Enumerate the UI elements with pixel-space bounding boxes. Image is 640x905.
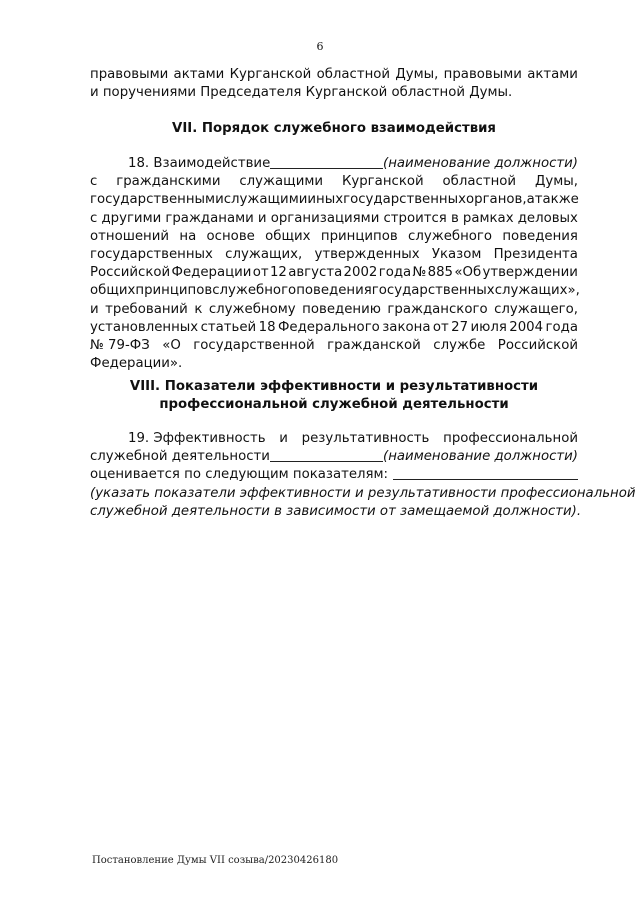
section-8-heading-line-2: профессиональной служебной деятельности bbox=[159, 397, 509, 412]
paragraph-18 bbox=[90, 155, 578, 373]
paragraph-18-line-4-word: и bbox=[257, 210, 267, 226]
paragraph-18-line-7-word: 885 bbox=[427, 265, 454, 281]
paragraph-18-line-7-word: утверждении bbox=[482, 265, 578, 281]
paragraph-18-line-10-word: Федерального bbox=[277, 319, 380, 335]
paragraph-19-line-1-word: 19. Эффективность bbox=[128, 431, 266, 446]
paragraph-18-line bbox=[90, 173, 578, 191]
paragraph-18-line-11-word: № 79-ФЗ bbox=[90, 338, 150, 354]
paragraph-18-line-5-word: служебного bbox=[408, 228, 493, 244]
paragraph-18-line-5-word: поведения bbox=[502, 228, 578, 244]
paragraph-18-line bbox=[90, 228, 578, 246]
paragraph-18-line-6-word: Президента bbox=[493, 247, 578, 263]
paragraph-18-line-4-word: другими bbox=[101, 210, 162, 226]
paragraph-18-line-8-word: принципов bbox=[135, 283, 213, 299]
paragraph-18-line-5-word: принципов bbox=[320, 228, 398, 244]
paragraph-18-line-4-word: строится bbox=[383, 210, 447, 226]
paragraph-18-first-line bbox=[90, 155, 578, 173]
paragraph-18-line-10-word: от bbox=[432, 319, 449, 335]
intro-line-1-word: областной bbox=[316, 67, 391, 82]
paragraph-18-line-7-word: 2002 bbox=[343, 265, 378, 281]
paragraph-18-line-4-word: с bbox=[90, 210, 98, 226]
paragraph-18-line-7-word: 12 bbox=[269, 265, 287, 281]
paragraph-18-line bbox=[90, 210, 578, 228]
paragraph-18-line-2-word: с bbox=[90, 174, 98, 190]
intro-paragraph bbox=[90, 66, 578, 102]
paragraph-18-line-9-word: требований bbox=[105, 301, 188, 317]
intro-line-1 bbox=[90, 66, 578, 84]
intro-line-2: и поручениями Председателя Курганской областной Думы. bbox=[90, 85, 513, 101]
paragraph-18-line-5-word: общих bbox=[265, 228, 311, 244]
page-number: 6 bbox=[316, 40, 324, 53]
paragraph-18-line-2-word: областной bbox=[442, 174, 517, 190]
intro-line-1-word: актами bbox=[527, 67, 578, 82]
paragraph-19-line-2 bbox=[90, 448, 578, 466]
paragraph-18-line-5-word: основе bbox=[206, 228, 255, 244]
paragraph-19 bbox=[90, 430, 636, 521]
paragraph-18-line-4-word: в bbox=[450, 210, 459, 226]
paragraph-19-note-line-1: (указать показатели эффективности и результативности профессиональной bbox=[90, 485, 636, 501]
paragraph-18-line-8-word: служащих», bbox=[494, 283, 580, 299]
paragraph-18-line-8-word: общих bbox=[90, 283, 136, 299]
paragraph-19-line-2-start: служебной деятельности bbox=[90, 449, 270, 465]
paragraph-19-line-3 bbox=[90, 466, 578, 484]
paragraph-18-body bbox=[90, 173, 578, 355]
paragraph-18-line-7-word: года bbox=[378, 265, 412, 281]
paragraph-18-line-6-word: государственных bbox=[90, 247, 213, 263]
intro-line-1-word: правовыми bbox=[90, 67, 169, 82]
paragraph-18-line-11-word: Российской bbox=[497, 338, 578, 354]
paragraph-18-line bbox=[90, 191, 578, 209]
paragraph-19-line-1-word: результативность bbox=[301, 431, 430, 446]
paragraph-18-line-4-word: рамках bbox=[462, 210, 514, 226]
intro-line-1-word: актами bbox=[173, 67, 225, 82]
section-8-heading-line-1: VIII. Показатели эффективности и результативности bbox=[129, 379, 539, 394]
paragraph-18-line-2-word: служащими bbox=[239, 174, 324, 190]
position-blank-field-2 bbox=[270, 448, 383, 462]
paragraph-18-line-3-word: государственными bbox=[90, 192, 224, 208]
paragraph-18-line-9-word: служащего, bbox=[494, 301, 578, 317]
paragraph-18-line bbox=[90, 282, 578, 300]
paragraph-18-line-5-word: на bbox=[179, 228, 197, 244]
section-7-heading: VII. Порядок служебного взаимодействия bbox=[172, 121, 496, 136]
paragraph-18-line-2-word: Думы, bbox=[534, 174, 578, 190]
paragraph-18-line bbox=[90, 319, 578, 337]
paragraph-18-line-7-word: от bbox=[252, 265, 269, 281]
paragraph-18-last-line: Федерации». bbox=[90, 356, 183, 372]
paragraph-18-line-6-word: утвержденных bbox=[314, 247, 420, 263]
paragraph-18-line-11-word: «О bbox=[162, 338, 181, 354]
section-8-heading bbox=[90, 378, 578, 414]
paragraph-18-line-7-word: августа bbox=[288, 265, 343, 281]
paragraph-18-line-3-word: органов, bbox=[466, 192, 527, 208]
position-placeholder-2: (наименование должности) bbox=[383, 449, 578, 465]
paragraph-18-line-11-word: государственной bbox=[193, 338, 315, 354]
paragraph-18-line-10-word: 27 bbox=[451, 319, 469, 335]
intro-line-1-word: Думы, bbox=[395, 67, 439, 82]
paragraph-18-line-6-word: служащих, bbox=[225, 247, 303, 263]
paragraph-18-line-3-word: служащими bbox=[223, 192, 308, 208]
paragraph-19-note-line-2: служебной деятельности в зависимости от замещаемой должности). bbox=[90, 503, 582, 519]
paragraph-18-line-11-word: службе bbox=[433, 338, 486, 354]
paragraph-18-line-6-word: Указом bbox=[431, 247, 482, 263]
paragraph-18-line-4-word: гражданами bbox=[165, 210, 254, 226]
paragraph-18-line-9-word: к bbox=[194, 301, 203, 317]
paragraph-18-line-8-word: служебного bbox=[212, 283, 297, 299]
paragraph-18-line-7-word: № bbox=[412, 265, 427, 281]
paragraph-19-line-3-text: оценивается по следующим показателям: bbox=[90, 467, 389, 483]
paragraph-18-line-2-word: Курганской bbox=[341, 174, 424, 190]
indicators-blank-field bbox=[393, 466, 578, 480]
paragraph-18-line-10-word: статьей bbox=[200, 319, 257, 335]
paragraph-18-line-10-word: установленных bbox=[90, 319, 199, 335]
paragraph-18-line-10-word: закона bbox=[382, 319, 431, 335]
paragraph-18-line-11-word: гражданской bbox=[327, 338, 421, 354]
intro-line-1-word: Курганской bbox=[229, 67, 312, 82]
paragraph-18-line bbox=[90, 264, 578, 282]
paragraph-18-line-4-word: организациями bbox=[270, 210, 380, 226]
paragraph-18-line-8-word: государственных bbox=[371, 283, 495, 299]
paragraph-18-line-5-word: отношений bbox=[90, 228, 170, 244]
paragraph-18-line-10-word: года bbox=[545, 319, 578, 335]
paragraph-18-line-8-word: поведения bbox=[296, 283, 372, 299]
paragraph-18-line-7-word: Российской bbox=[90, 265, 171, 281]
paragraph-19-line-1-word: профессиональной bbox=[443, 431, 578, 446]
paragraph-18-line-9-word: гражданского bbox=[387, 301, 488, 317]
paragraph-18-line-10-word: 18 bbox=[258, 319, 276, 335]
paragraph-19-line-1-word: и bbox=[279, 431, 288, 446]
paragraph-18-line-4-word: деловых bbox=[517, 210, 578, 226]
paragraph-18-line-7-word: Федерации bbox=[171, 265, 252, 281]
paragraph-18-line bbox=[90, 301, 578, 319]
intro-line-1-word: правовыми bbox=[443, 67, 522, 82]
paragraph-18-line-9-word: и bbox=[90, 301, 99, 317]
paragraph-19-line-1 bbox=[90, 430, 578, 448]
paragraph-18-line-9-word: поведению bbox=[302, 301, 381, 317]
paragraph-18-start: 18. Взаимодействие bbox=[128, 156, 271, 171]
paragraph-18-line-3-word: а bbox=[526, 192, 535, 208]
paragraph-18-line-9-word: служебному bbox=[208, 301, 296, 317]
paragraph-18-line-3-word: иных bbox=[307, 192, 344, 208]
paragraph-18-line-3-word: также bbox=[534, 192, 579, 208]
paragraph-18-line bbox=[90, 246, 578, 264]
paragraph-18-line bbox=[90, 337, 578, 355]
paragraph-18-line-3-word: государственных bbox=[343, 192, 466, 208]
position-blank-field bbox=[270, 155, 383, 169]
paragraph-18-line-10-word: 2004 bbox=[509, 319, 544, 335]
position-placeholder: (наименование должности) bbox=[383, 156, 578, 171]
paragraph-18-line-10-word: июля bbox=[470, 319, 507, 335]
paragraph-18-line-7-word: «Об bbox=[454, 265, 482, 281]
document-footer: Постановление Думы VII созыва/20230426180 bbox=[92, 855, 339, 866]
paragraph-18-line-2-word: гражданскими bbox=[116, 174, 221, 190]
